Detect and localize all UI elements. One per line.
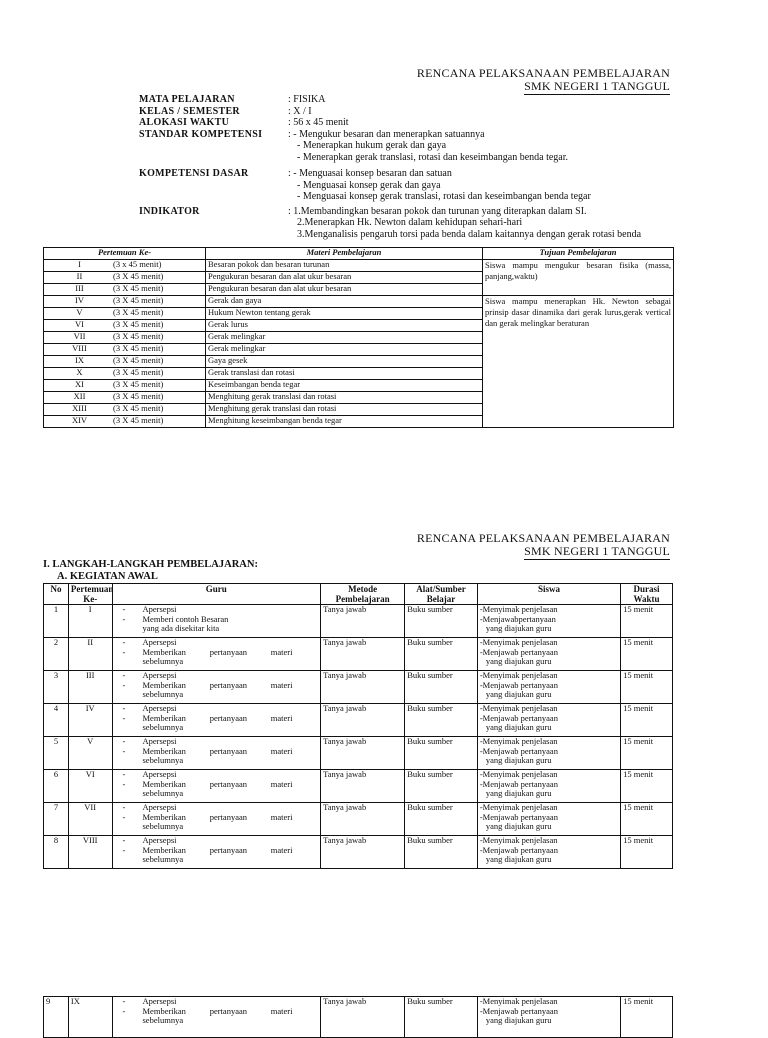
pertemuan-number: I [78, 259, 81, 269]
no-cell: 5 [44, 737, 69, 770]
guru-activity: Memberikan [142, 679, 186, 690]
durasi-cell: 15 menit [621, 704, 673, 737]
kd-item: - Menguasai konsep gerak dan gaya [297, 179, 441, 191]
pertemuan-cell: IX [68, 997, 112, 1038]
no-cell: 1 [44, 605, 69, 638]
materi-cell: Besaran pokok dan besaran turunan [206, 260, 483, 272]
pertemuan-alokasi: (3 X 45 menit) [113, 391, 164, 401]
sk-item: - Menerapkan hukum gerak dan gaya [297, 140, 447, 151]
metode-cell: Tanya jawab [321, 737, 405, 770]
col-materi: Materi Pembelajaran [206, 248, 483, 260]
durasi-cell: 15 menit [621, 803, 673, 836]
guru-activity: Memberikan [142, 811, 186, 822]
no-cell: 6 [44, 770, 69, 803]
guru-cell: - Apersepsi - Memberikan pertanyaan materi sebelumnya [112, 803, 321, 836]
page2-title: RENCANA PELAKSANAAN PEMBELAJARAN [416, 531, 670, 545]
pertemuan-alokasi: (3 X 45 menit) [113, 403, 164, 413]
pertemuan-cell [44, 392, 206, 404]
guru-activity-cont: sebelumnya [142, 722, 184, 732]
pertemuan-alokasi: (3 X 45 menit) [113, 415, 164, 425]
pertemuan-number: IV [75, 295, 84, 305]
table-row [44, 671, 673, 704]
guru-cell: - Apersepsi - Memberikan pertanyaan materi sebelumnya [112, 671, 321, 704]
pertemuan-cell: VIII [68, 836, 112, 869]
table-row [44, 803, 673, 836]
table-row [44, 605, 673, 638]
ind-item: 3.Menganalisis pengaruh torsi pada benda dalam kaitannya dengan gerak rotasi benda [297, 228, 642, 240]
pertemuan-cell [44, 380, 206, 392]
col-tujuan: Tujuan Pembelajaran [483, 248, 674, 260]
pertemuan-cell [44, 308, 206, 320]
guru-activity-cont: sebelumnya [142, 755, 184, 765]
table-row [44, 836, 673, 869]
alat-cell: Buku sumber [405, 836, 478, 869]
kd-label: KOMPETENSI DASAR [139, 168, 249, 179]
col-alat: Alat/Sumber Belajar [405, 584, 478, 605]
guru-cell: - Apersepsi - Memberikan pertanyaan materi sebelumnya [112, 737, 321, 770]
guru-apersepsi: Apersepsi [142, 703, 177, 713]
siswa-activity: -Menjawab pertanyaan [479, 745, 558, 756]
materi-cell: Gaya gesek [206, 356, 483, 368]
col-durasi: Durasi Waktu [621, 584, 673, 605]
siswa-cell [477, 803, 620, 836]
page1-header [417, 67, 670, 95]
siswa-activity: -Menjawabpertanyaan [479, 613, 556, 624]
siswa-activity: yang diajukan guru [485, 689, 552, 699]
materi-cell: Hukum Newton tentang gerak [206, 308, 483, 320]
guru-activity-cont: sebelumnya [142, 656, 184, 666]
kelas-label: KELAS / SEMESTER [139, 105, 240, 117]
pertemuan-alokasi: (3 X 45 menit) [113, 343, 164, 353]
pertemuan-alokasi: (3 X 45 menit) [113, 379, 164, 389]
guru-apersepsi: Apersepsi [142, 637, 177, 647]
materi-cell: Menghitung gerak translasi dan rotasi [206, 404, 483, 416]
ind-item: : 1.Membandingkan besaran pokok dan turunan yang diterapkan dalam SI. [288, 205, 587, 217]
guru-cell: - Apersepsi - Memberikan pertanyaan materi sebelumnya [112, 997, 321, 1038]
pertemuan-cell: VII [68, 803, 112, 836]
no-cell: 8 [44, 836, 69, 869]
durasi-cell: 15 menit [621, 997, 673, 1038]
pertemuan-alokasi: (3 x 45 menit) [113, 259, 162, 269]
pertemuan-number: II [76, 271, 83, 281]
guru-cell: - Apersepsi - Memberikan pertanyaan materi sebelumnya [112, 836, 321, 869]
siswa-cell [477, 638, 620, 671]
pertemuan-number: XIII [72, 403, 87, 413]
guru-activity: pertanyaan [209, 745, 247, 756]
kd-item: - Menguasai konsep gerak translasi, rotasi dan keseimbangan benda tegar [297, 191, 591, 202]
guru-activity: Memberikan [142, 712, 186, 723]
materi-cell: Gerak translasi dan rotasi [206, 368, 483, 380]
pertemuan-cell [44, 344, 206, 356]
guru-activity-cont: sebelumnya [142, 788, 184, 798]
durasi-cell: 15 menit [621, 836, 673, 869]
guru-activity: materi [270, 745, 293, 756]
table-row [44, 770, 673, 803]
pertemuan-alokasi: (3 X 45 menit) [113, 271, 164, 281]
pertemuan-cell [44, 356, 206, 368]
guru-activity: pertanyaan [209, 1005, 247, 1016]
alokasi-value: : 56 x 45 menit [288, 117, 349, 128]
table-row [44, 296, 674, 308]
guru-activity: materi [270, 811, 293, 822]
kd-item: : - Menguasai konsep besaran dan satuan [288, 168, 452, 179]
info-block [139, 94, 678, 240]
sk-label: STANDAR KOMPETENSI [139, 128, 263, 140]
page1-title: RENCANA PELAKSANAAN PEMBELAJARAN [416, 66, 670, 80]
pertemuan-cell: IV [68, 704, 112, 737]
materi-cell: Gerak dan gaya [206, 296, 483, 308]
siswa-activity: -Menjawab pertanyaan [479, 778, 558, 789]
no-cell: 7 [44, 803, 69, 836]
kegiatan-table [43, 583, 673, 869]
col-pertemuan: Pertemuan Ke- [44, 248, 206, 260]
metode-cell: Tanya jawab [321, 704, 405, 737]
pertemuan-number: X [76, 367, 83, 377]
siswa-activity: -Menjawab pertanyaan [479, 811, 558, 822]
guru-activity: materi [270, 712, 293, 723]
siswa-activity: -Menjawab pertanyaan [479, 1005, 558, 1016]
guru-activity: Memberikan [142, 646, 186, 657]
guru-activity: Memberikan [142, 778, 186, 789]
pertemuan-number: VIII [72, 343, 87, 353]
guru-activity-cont: yang ada disekitar kita [142, 623, 220, 633]
alat-cell: Buku sumber [405, 671, 478, 704]
durasi-cell: 15 menit [621, 605, 673, 638]
kegiatan-table-continued [43, 996, 673, 1038]
table-row [44, 997, 673, 1038]
alat-cell: Buku sumber [405, 605, 478, 638]
ind-item: 2.Menerapkan Hk. Newton dalam kehidupan sehari-hari [297, 217, 523, 228]
materi-cell: Gerak melingkar [206, 332, 483, 344]
materi-cell: Menghitung keseimbangan benda tegar [206, 416, 483, 428]
pertemuan-cell [44, 332, 206, 344]
siswa-cell [477, 997, 620, 1038]
pertemuan-cell [44, 272, 206, 284]
guru-activity: pertanyaan [209, 811, 247, 822]
alat-cell: Buku sumber [405, 704, 478, 737]
siswa-activity: -Menyimak penjelasan [479, 604, 558, 614]
guru-apersepsi: Apersepsi [142, 802, 177, 812]
durasi-cell: 15 menit [621, 671, 673, 704]
guru-activity: Memberi contoh Besaran [142, 613, 229, 624]
durasi-cell: 15 menit [621, 770, 673, 803]
table-row [44, 638, 673, 671]
guru-apersepsi: Apersepsi [142, 769, 177, 779]
siswa-activity: -Menjawab pertanyaan [479, 712, 558, 723]
guru-activity: Memberikan [142, 745, 186, 756]
metode-cell: Tanya jawab [321, 605, 405, 638]
pertemuan-number: VI [75, 319, 84, 329]
siswa-activity: -Menjawab pertanyaan [479, 679, 558, 690]
guru-activity-cont: sebelumnya [142, 1015, 184, 1025]
pertemuan-alokasi: (3 X 45 menit) [113, 295, 164, 305]
guru-activity: materi [270, 646, 293, 657]
section-heading: I. LANGKAH-LANGKAH PEMBELAJARAN: [43, 559, 258, 570]
materi-cell: Gerak lurus [206, 320, 483, 332]
ind-label: INDIKATOR [139, 205, 200, 217]
siswa-activity: -Menyimak penjelasan [479, 703, 558, 713]
pertemuan-cell: VI [68, 770, 112, 803]
pertemuan-cell: V [68, 737, 112, 770]
siswa-activity: -Menyimak penjelasan [479, 736, 558, 746]
table-row [44, 737, 673, 770]
guru-apersepsi: Apersepsi [142, 670, 177, 680]
no-cell: 3 [44, 671, 69, 704]
siswa-activity: yang diajukan guru [485, 722, 552, 732]
materi-cell: Keseimbangan benda tegar [206, 380, 483, 392]
siswa-activity: yang diajukan guru [485, 623, 552, 633]
alat-cell: Buku sumber [405, 638, 478, 671]
col-siswa: Siswa [477, 584, 620, 605]
siswa-cell [477, 704, 620, 737]
alat-cell: Buku sumber [405, 770, 478, 803]
guru-activity: materi [270, 844, 293, 855]
no-cell: 4 [44, 704, 69, 737]
pertemuan-alokasi: (3 X 45 menit) [113, 367, 164, 377]
pertemuan-cell: III [68, 671, 112, 704]
no-cell: 2 [44, 638, 69, 671]
pertemuan-cell [44, 296, 206, 308]
siswa-activity: yang diajukan guru [485, 755, 552, 765]
siswa-cell [477, 770, 620, 803]
durasi-cell: 15 menit [621, 737, 673, 770]
pertemuan-number: III [75, 283, 84, 293]
guru-activity: pertanyaan [209, 712, 247, 723]
materi-cell: Gerak melingkar [206, 344, 483, 356]
materi-cell: Menghitung gerak translasi dan rotasi [206, 392, 483, 404]
pertemuan-cell [44, 320, 206, 332]
siswa-activity: -Menyimak penjelasan [479, 769, 558, 779]
col-metode: Metode Pembelajaran [321, 584, 405, 605]
guru-activity-cont: sebelumnya [142, 689, 184, 699]
metode-cell: Tanya jawab [321, 671, 405, 704]
siswa-cell [477, 836, 620, 869]
siswa-activity: -Menjawab pertanyaan [479, 844, 558, 855]
metode-cell: Tanya jawab [321, 803, 405, 836]
tujuan-cell: Siswa mampu mengukur besaran fisika (massa, panjang,waktu) [483, 260, 674, 296]
materi-cell: Pengukuran besaran dan alat ukur besaran [206, 272, 483, 284]
guru-apersepsi: Apersepsi [142, 835, 177, 845]
pertemuan-alokasi: (3 X 45 menit) [113, 319, 164, 329]
guru-activity: pertanyaan [209, 646, 247, 657]
guru-cell: - Apersepsi - Memberikan pertanyaan materi sebelumnya [112, 770, 321, 803]
guru-activity: materi [270, 1005, 293, 1016]
siswa-activity: -Menjawab pertanyaan [479, 646, 558, 657]
mapel-value: : FISIKA [288, 94, 326, 105]
materi-table [43, 247, 674, 428]
guru-apersepsi: Apersepsi [142, 996, 177, 1006]
siswa-activity: yang diajukan guru [485, 656, 552, 666]
pertemuan-cell [44, 404, 206, 416]
guru-activity-cont: sebelumnya [142, 854, 184, 864]
pertemuan-cell [44, 416, 206, 428]
table-row [44, 260, 674, 272]
pertemuan-cell: II [68, 638, 112, 671]
metode-cell: Tanya jawab [321, 997, 405, 1038]
guru-activity: pertanyaan [209, 778, 247, 789]
col-guru: Guru [112, 584, 321, 605]
guru-activity: Memberikan [142, 1005, 186, 1016]
tujuan-cell: Siswa mampu menerapkan Hk. Newton sebagai prinsip dasar dinamika dari gerak lurus,gerak vertical dan gerak melingkar beraturan [483, 296, 674, 428]
sk-item: - Menerapkan gerak translasi, rotasi dan keseimbangan benda tegar. [297, 151, 569, 163]
pertemuan-cell [44, 284, 206, 296]
alat-cell: Buku sumber [405, 737, 478, 770]
siswa-activity: yang diajukan guru [485, 788, 552, 798]
page2-school: SMK NEGERI 1 TANGGUL [524, 544, 670, 558]
pertemuan-number: XIV [71, 415, 88, 425]
metode-cell: Tanya jawab [321, 770, 405, 803]
pertemuan-number: IX [75, 355, 84, 365]
pertemuan-number: XII [73, 391, 86, 401]
metode-cell: Tanya jawab [321, 638, 405, 671]
pertemuan-cell [44, 260, 206, 272]
sk-item: : - Mengukur besaran dan menerapkan satuannya [288, 128, 485, 140]
no-cell: 9 [44, 997, 69, 1038]
page2-header [417, 532, 670, 560]
pertemuan-number: XI [75, 379, 84, 389]
siswa-cell [477, 605, 620, 638]
alokasi-label: ALOKASI WAKTU [139, 117, 230, 128]
siswa-activity: -Menyimak penjelasan [479, 802, 558, 812]
siswa-activity: -Menyimak penjelasan [479, 835, 558, 845]
mapel-label: MATA PELAJARAN [139, 94, 235, 105]
durasi-cell: 15 menit [621, 638, 673, 671]
materi-cell: Pengukuran besaran dan alat ukur besaran [206, 284, 483, 296]
alat-cell: Buku sumber [405, 803, 478, 836]
col-no: No [44, 584, 69, 605]
siswa-activity: -Menyimak penjelasan [479, 670, 558, 680]
subsection-heading: A. KEGIATAN AWAL [57, 571, 158, 582]
siswa-activity: yang diajukan guru [485, 821, 552, 831]
siswa-activity: yang diajukan guru [485, 1015, 552, 1025]
guru-activity-cont: sebelumnya [142, 821, 184, 831]
guru-activity: Memberikan [142, 844, 186, 855]
guru-activity: materi [270, 778, 293, 789]
siswa-cell [477, 737, 620, 770]
siswa-activity: -Menyimak penjelasan [479, 996, 558, 1006]
pertemuan-cell: I [68, 605, 112, 638]
alat-cell: Buku sumber [405, 997, 478, 1038]
siswa-cell [477, 671, 620, 704]
guru-cell: - Apersepsi - Memberi contoh Besaran yang ada disekitar kita [112, 605, 321, 638]
guru-apersepsi: Apersepsi [142, 604, 177, 614]
page1-school: SMK NEGERI 1 TANGGUL [524, 79, 670, 93]
table-row [44, 704, 673, 737]
metode-cell: Tanya jawab [321, 836, 405, 869]
siswa-activity: -Menyimak penjelasan [479, 637, 558, 647]
pertemuan-number: VII [73, 331, 86, 341]
guru-cell: - Apersepsi - Memberikan pertanyaan materi sebelumnya [112, 704, 321, 737]
pertemuan-alokasi: (3 X 45 menit) [113, 283, 164, 293]
guru-activity: pertanyaan [209, 679, 247, 690]
guru-cell: - Apersepsi - Memberikan pertanyaan materi sebelumnya [112, 638, 321, 671]
pertemuan-alokasi: (3 X 45 menit) [113, 307, 164, 317]
pertemuan-alokasi: (3 X 45 menit) [113, 355, 164, 365]
guru-activity: materi [270, 679, 293, 690]
guru-activity: pertanyaan [209, 844, 247, 855]
kelas-value: : X / I [288, 105, 312, 117]
siswa-activity: yang diajukan guru [485, 854, 552, 864]
guru-apersepsi: Apersepsi [142, 736, 177, 746]
pertemuan-cell [44, 368, 206, 380]
col-pertemuan-ke: Pertemuan Ke- [68, 584, 112, 605]
pertemuan-number: V [76, 307, 83, 317]
pertemuan-alokasi: (3 X 45 menit) [113, 331, 164, 341]
